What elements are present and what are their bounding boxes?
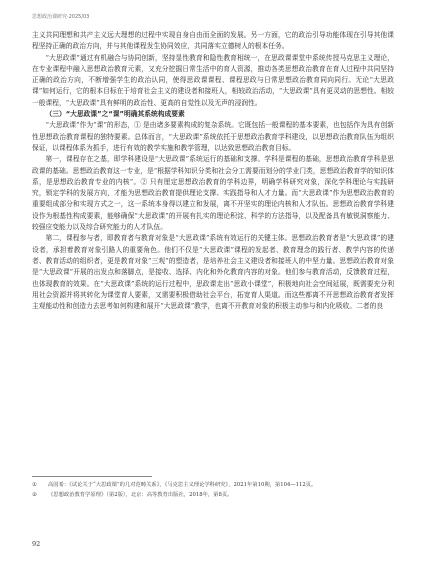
footnotes <box>32 481 394 500</box>
body-text <box>32 30 394 312</box>
paragraph-continuation: 主义共同理想和共产主义远大理想的过程中实现自身自由而全面的发展。另一方面，它的政治引导功能体现在引导其他课程坚持正确的政治方向，并与其他课程发生协同效应，共同落实立德树人的根本任务。 <box>32 31 394 51</box>
paragraph: 第一，课程存在之基，即学科建设是“大思政课”系统运行的基础和支撑。学科是课程的基础，思想政治教育学科是思政课的基础。思想政治教育这一专业，是“根据学科知识分类和社会分工需要而划分的学业门类，思想政治教育学的知识体系，是思想政治教育专业的内核”。② 只有厘定思想政治教育的学科边界，明确学科研究对象，深化学科理论与实践研究，锁定学科的发展方向，才能为思想政治教育提供理论支撑、实践指导和人才力量。而“大思政课”作为思想政治教育的重要组成部分和实现方式之一，这一系统本身得以建立和发展，离不开坚实的理论内核和人才队伍。思想政治教育学科建设作为根基性构成要素，能够确保“大思政课”的开展有扎实的理论积淀、科学的方法指导，以及配备具有敏锐洞察能力、较强应变能力以及综合研究能力的人才队伍。 <box>32 155 394 232</box>
paragraph: “大思政课”通过有机融合与协同创新，坚持显性教育和隐性教育相统一，在思政课课堂中系统传授马克思主义理论，在专业课程中融入思想政治教育元素，又充分挖掘日常生活中的育人资源，推动各类思想政治教育在育人过程中共同坚持正确的政治方向，不断增强学生的政治认同，使得思政课课程、课程思政与日常思想政治教育同向同行。无论“大思政课”如何运行，它的根本目标在于培育社会主义的建设者和接班人，相较政治活动，“大思政课”具有更灵动的思想性。相较一般课程，“大思政课”具有鲜明的政治性、更高的自觉性以及无声的浸润性。 <box>32 53 394 107</box>
journal-header: 思想政治课研究·2025/03 <box>32 14 90 20</box>
footnote <box>32 481 394 491</box>
footnote-separator <box>32 476 152 477</box>
paragraph: 第二，课程参与者，即教育者与教育对象是“大思政课”系统有效运行的关键主体。思想政治教育者是“大思政课”的建设者，承担着教育对象引路人的重要角色。他们不仅是“大思政课”课程的发起者、教育理念的践行者、教学内容的传递者、教育活动的组织者，更是教育对象“三观”的塑造者，是培养社会主义建设者和接班人的中坚力量。思想政治教育对象是“大思政课”开展的出发点和落脚点，是接收、选择、内化和外化教育内容的对象。他们参与教育活动，反馈教育过程，也体现教育的效果。在“大思政课”系统的运行过程中，思政课走出“思政小课堂”，积极地向社会空间延展，既需要充分利用社会资源并将其转化为课堂育人要素，又需要积极借助社会平台，拓宽育人渠道。而这些都离不开思想政治教育者发挥主观能动性和创造力去思考如何构建和展开“大思政课”教学，也离不开教育对象的积极主动参与和内化吸收。二者的良 <box>32 234 394 311</box>
footnote-number: ② <box>32 491 37 498</box>
paragraph: “大思政课”作为“课”的形态，① 是由诸多要素构成的复杂系统。它既包括一般课程的基本要素，也包括作为具有创新性思想政治教育课程的独特要素。总体而言，“大思政课”系统依托于思想政治教育学科建设，以思想政治教育队伍为组织保证，以课程体系为抓手，进行有效的教学实施和教学管理，以达致思想政治教育目标。 <box>32 121 394 152</box>
footnote-text: 高国希：《试论关于“大思政课”的几对范畴关系》，《马克思主义理论学科研究》，2021年第10期，第104—112页。 <box>48 482 317 488</box>
page-number: 92 <box>32 540 41 548</box>
footnote-number: ① <box>32 482 37 488</box>
footnote-text: 《思想政治教育学原理》（第2版），北京：高等教育出版社，2018年，第8页。 <box>48 491 233 498</box>
footnote <box>32 491 394 501</box>
section-heading: （三）“大思政课”之“课”明确其系统构成要素 <box>45 110 185 119</box>
